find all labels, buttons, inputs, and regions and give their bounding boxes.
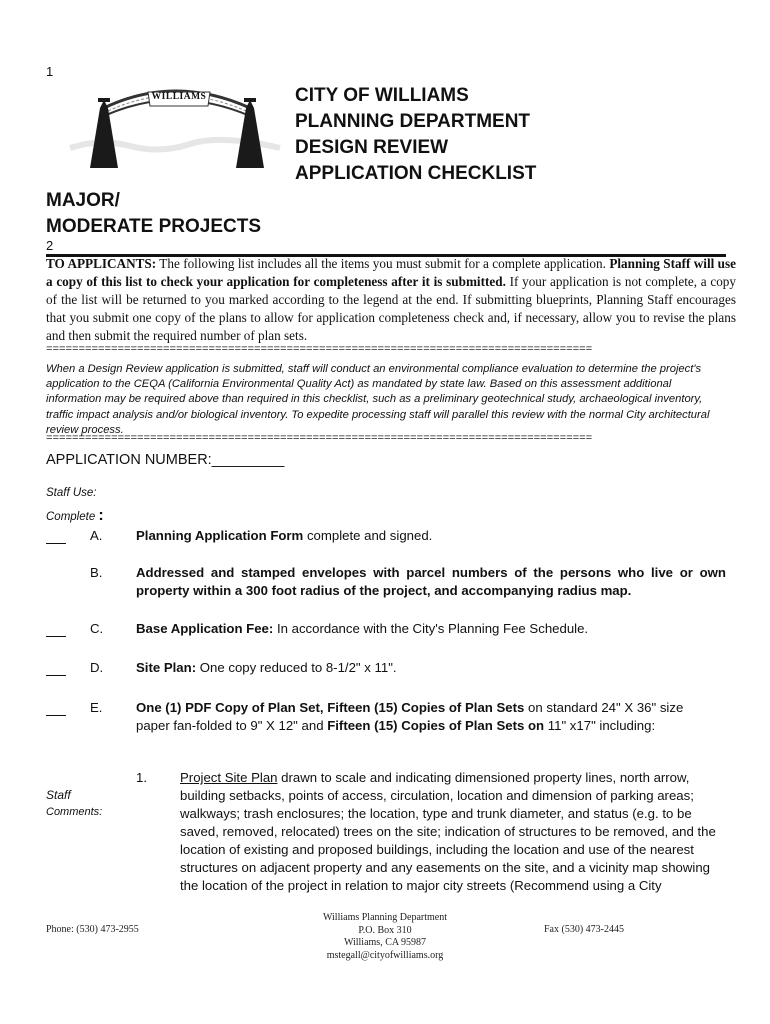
item-c-checkbox-line[interactable]: [46, 635, 66, 637]
item-a-letter: A.: [90, 528, 103, 543]
staff-use-label: Staff Use:: [46, 487, 97, 499]
item-c-letter: C.: [90, 621, 104, 636]
item-d-letter: D.: [90, 660, 104, 675]
item-e-letter: E.: [90, 700, 103, 715]
footer-city: Williams, CA 95987: [343, 937, 427, 948]
staff-comments-label-1: Staff: [46, 788, 71, 802]
item-e-bold-b: Fifteen (15) Copies of Plan Sets on: [327, 718, 545, 733]
complete-text: Complete: [46, 511, 96, 523]
intro-text-1: The following list includes all the items you must submit for a complete application.: [156, 256, 610, 271]
item-d-rest: One copy reduced to 8-1/2" x 11".: [196, 660, 397, 675]
intro-bold-2: Planning Staff will use a copy of this list to check your application for completeness after it is submitted.: [46, 256, 737, 289]
intro-lead: TO APPLICANTS:: [46, 256, 157, 271]
item-e-bold: One (1) PDF Copy of Plan Set, Fifteen (15) Copies of Plan Sets: [136, 700, 525, 715]
ceqa-note: When a Design Review application is submitted, staff will conduct an environmental compliance evaluation to determine the project's application to the CEQA (California Environmental Quality Act) as mandated by state law. Based on this assessment additional information may be required above than required in this checklist, such as a preliminary geotechnical study, archaeological inventory, traffic impact analysis and/or biological inventory. To expedite processing staff will parallel this review with the normal City architectural review process.: [46, 363, 710, 436]
item-a-text: [136, 527, 726, 545]
subtitle-line-2: MODERATE PROJECTS: [46, 216, 262, 237]
footer-dept: Williams Planning Department: [322, 912, 448, 923]
item-c-bold: Base Application Fee:: [136, 621, 274, 636]
logo-text: WILLIAMS: [151, 92, 207, 102]
staff-comments-label-2: Comments:: [46, 806, 103, 818]
subitem-number: 1.: [136, 770, 147, 785]
item-d-text: [136, 659, 726, 677]
item-a-checkbox-line[interactable]: [46, 542, 66, 544]
footer-email[interactable]: mstegall@cityofwilliams.org: [326, 949, 444, 961]
footer-address: [285, 912, 485, 962]
item-b-letter: B.: [90, 565, 103, 580]
header-line-1: CITY OF WILLIAMS: [295, 85, 469, 106]
intro-paragraph: [46, 255, 736, 345]
subitem-underlined: Project Site Plan: [180, 770, 278, 785]
header-line-4: APPLICATION CHECKLIST: [295, 163, 537, 184]
item-e-rest-b: 11" x17" including:: [544, 718, 656, 733]
item-d-checkbox-line[interactable]: [46, 674, 66, 676]
item-c-text: [136, 620, 726, 638]
footer-fax: Fax (530) 473-2445: [544, 924, 624, 935]
page-number: 1: [46, 64, 54, 79]
complete-colon: :: [98, 507, 104, 524]
header-title: [295, 83, 536, 187]
item-b-bold: Addressed and stamped envelopes with parcel numbers of the persons who live or own property within a 300 foot radius of the project, and accompanying radius map.: [136, 565, 726, 598]
application-number-label: APPLICATION NUMBER:_________: [46, 452, 285, 468]
subtitle-line-1: MAJOR/: [46, 190, 120, 211]
item-a-bold: Planning Application Form: [136, 528, 304, 543]
separator-bottom: ====================================================================================: [46, 433, 593, 445]
item-a-rest: complete and signed.: [303, 528, 433, 543]
item-d-bold: Site Plan:: [136, 660, 197, 675]
staff-complete-label: [46, 507, 104, 525]
item-e-rest: on standard 24" X 36" size paper fan-folded to 9" X 12" and: [136, 700, 684, 733]
separator-top: ====================================================================================: [46, 344, 593, 356]
footer-phone: Phone: (530) 473-2955: [46, 924, 139, 935]
item-b-text: [136, 564, 726, 600]
page-number-2: 2: [46, 238, 54, 253]
subitem-text: [180, 769, 725, 895]
subitem-rest: drawn to scale and indicating dimensioned property lines, north arrow, building setbacks, points of access, circulation, location and dimension of parking areas; walkways; trash enclosures; the location, type and trunk diameter, and status (e.g. to be saved, removed, relocated) trees on the site; indication of structures to be removed, and the location of existing and proposed buildings, including the location and use of the nearest structures on adjacent property and any easements on the site, and a vicinity map showing the location of the project in relation to major city streets (Recommend using a City: [180, 770, 716, 893]
header-line-3: DESIGN REVIEW: [295, 137, 449, 158]
header-line-2: PLANNING DEPARTMENT: [295, 111, 531, 132]
williams-arch-logo: [60, 78, 290, 168]
item-e-checkbox-line[interactable]: [46, 714, 66, 716]
intro-text-2: If your application is not complete, a copy of the list will be returned to you marked according to the legend at the end. If submitting blueprints, Planning Staff encourages that you submit one copy of the plans to allow for application completeness check and, if necessary, allow you to revise the plans and then submit the required number of plan sets.: [46, 274, 736, 343]
item-e-text: [136, 699, 716, 735]
item-c-rest: In accordance with the City's Planning Fee Schedule.: [273, 621, 589, 636]
footer-pobox: P.O. Box 310: [358, 924, 412, 936]
subtitle: [46, 188, 261, 240]
